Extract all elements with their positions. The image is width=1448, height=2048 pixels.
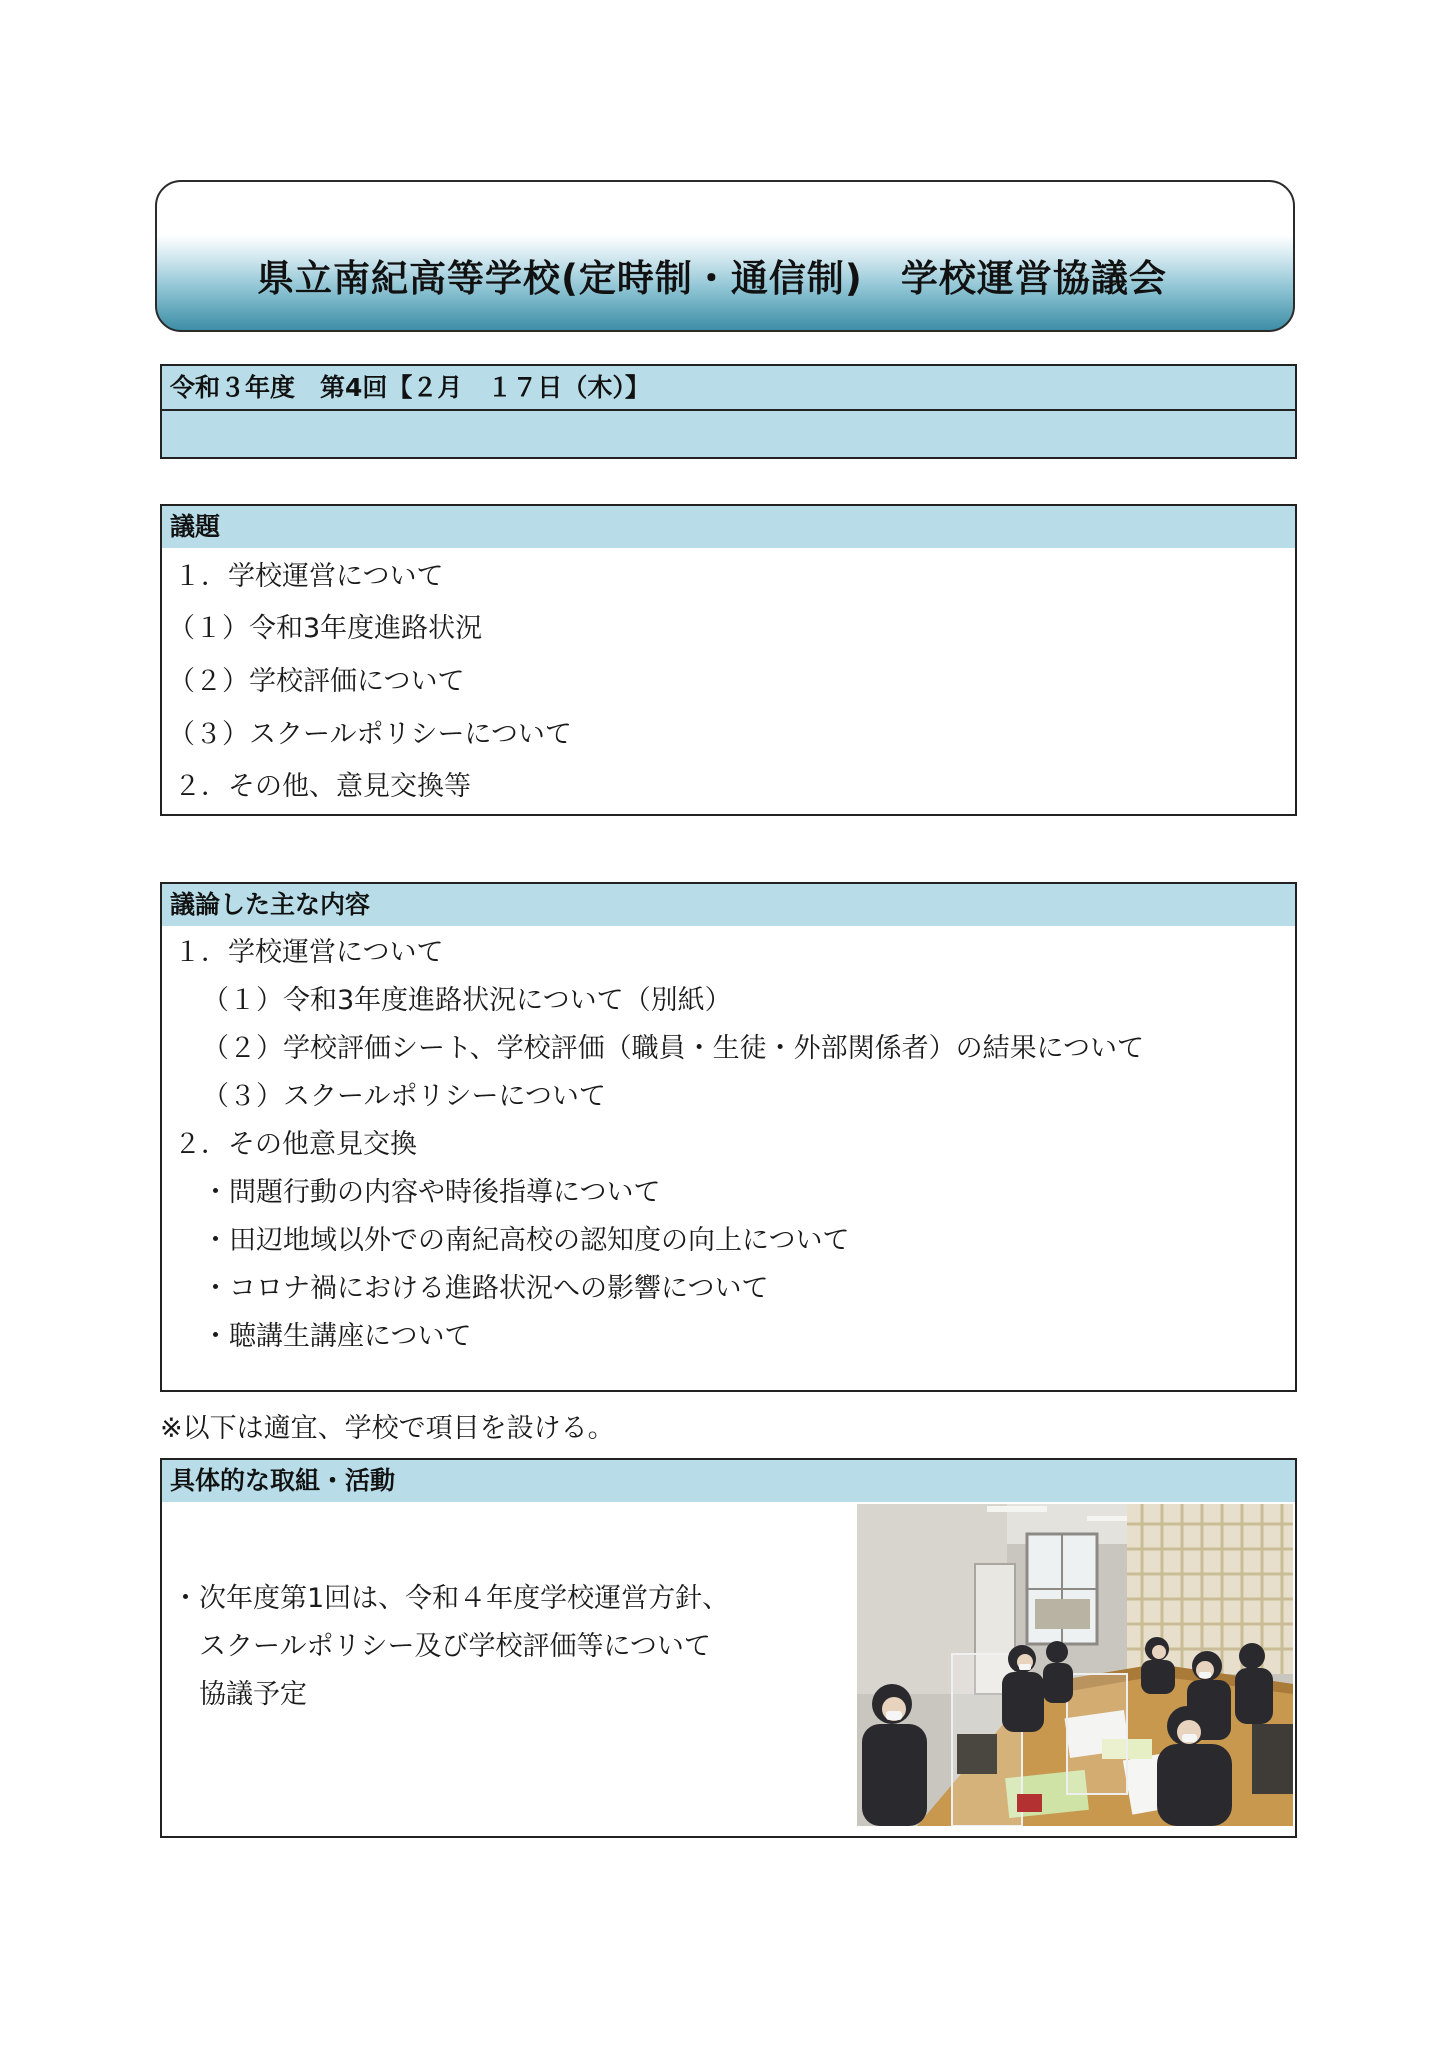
- page-title: 県立南紀高等学校(定時制・通信制) 学校運営協議会: [257, 257, 1167, 300]
- meeting-date-box: [160, 364, 1297, 459]
- discussion-item: （１）令和3年度進路状況について（別紙）: [202, 985, 732, 1016]
- agenda-item: ２．その他、意見交換等: [174, 771, 471, 802]
- discussion-item: ・聴講生講座について: [202, 1321, 472, 1352]
- meeting-date-line: 令和３年度 第4回【２月 １７日（木）】: [162, 366, 1295, 411]
- agenda-item: （１）令和3年度進路状況: [168, 613, 483, 644]
- discussion-header: 議論した主な内容: [162, 884, 1295, 926]
- title-banner: [155, 180, 1295, 332]
- discussion-item: ・問題行動の内容や時後指導について: [202, 1177, 661, 1208]
- discussion-item: ・田辺地域以外での南紀高校の認知度の向上について: [202, 1225, 850, 1256]
- agenda-header: 議題: [162, 506, 1295, 548]
- agenda-item: （３）スクールポリシーについて: [168, 719, 572, 750]
- meeting-photo: [857, 1504, 1293, 1826]
- activity-line: 協議予定: [172, 1679, 307, 1710]
- activity-line: スクールポリシー及び学校評価等について: [172, 1631, 711, 1662]
- discussion-item: （２）学校評価シート、学校評価（職員・生徒・外部関係者）の結果について: [202, 1033, 1145, 1064]
- discussion-item: １．学校運営について: [174, 937, 444, 968]
- meeting-photo-illustration: [857, 1504, 1293, 1826]
- discussion-box: [160, 882, 1297, 1392]
- discussion-item: ・コロナ禍における進路状況への影響について: [202, 1273, 769, 1304]
- activity-line: ・次年度第1回は、令和４年度学校運営方針、: [172, 1583, 730, 1614]
- agenda-item: （２）学校評価について: [168, 666, 465, 697]
- agenda-box: [160, 504, 1297, 816]
- meeting-blank-row: [162, 411, 1295, 457]
- activity-header: 具体的な取組・活動: [162, 1460, 1295, 1502]
- discussion-item: ２．その他意見交換: [174, 1129, 417, 1160]
- activity-box: [160, 1458, 1297, 1838]
- agenda-item: １．学校運営について: [174, 561, 444, 592]
- note-text: ※以下は適宜、学校で項目を設ける。: [160, 1413, 615, 1444]
- discussion-item: （３）スクールポリシーについて: [202, 1081, 606, 1112]
